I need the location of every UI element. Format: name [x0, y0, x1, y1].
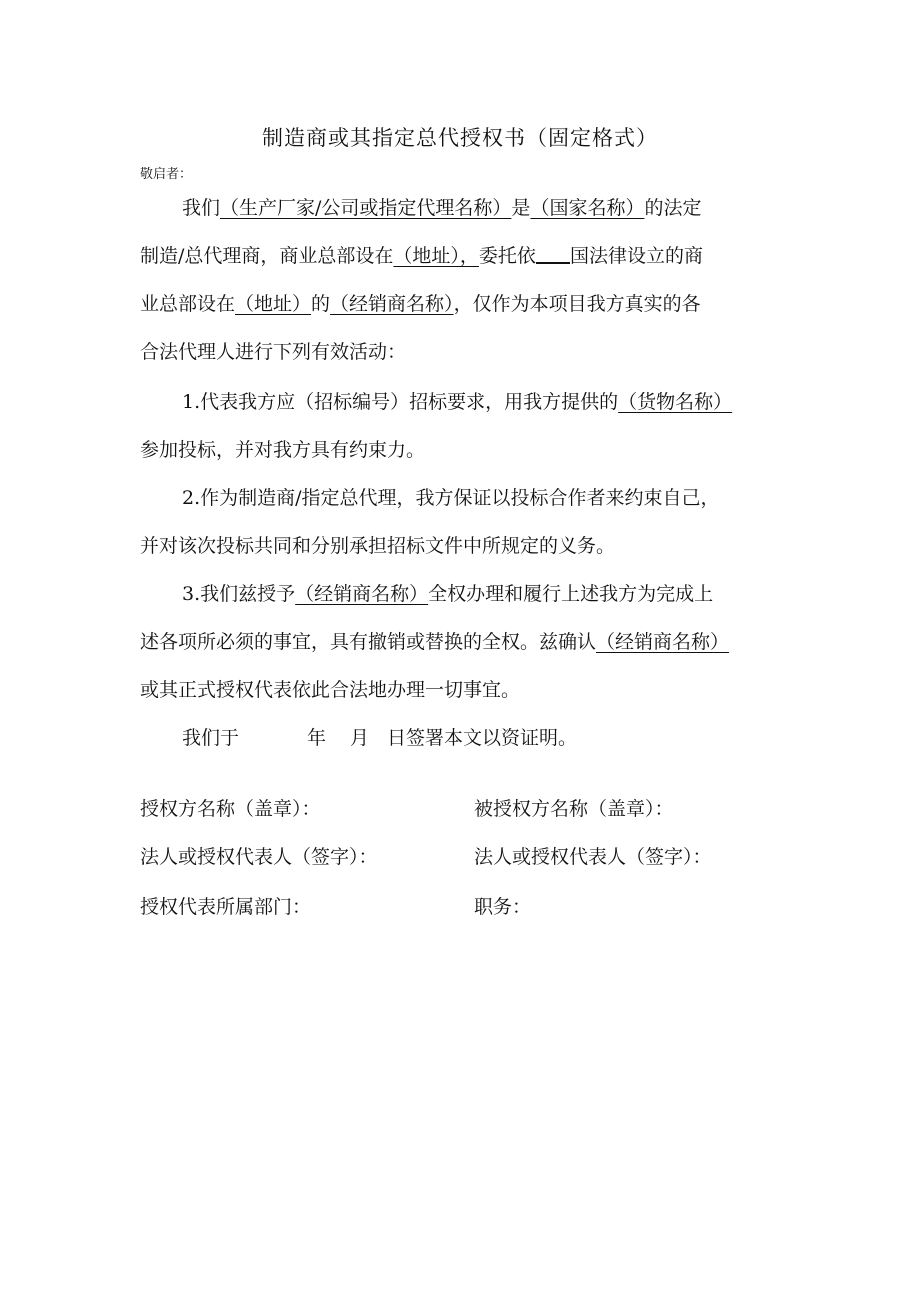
grantee-rep-label: 法人或授权代表人（签字）： — [474, 846, 712, 868]
text: ，仅作为本项目我方真实的各 — [453, 293, 701, 315]
item-2-line-2: 并对该次投标共同和分别承担招标文件中所规定的义务。 — [140, 535, 616, 557]
country-blank — [536, 242, 570, 264]
intro-paragraph — [140, 184, 785, 376]
grantor-name-label: 授权方名称（盖章）： — [140, 798, 321, 820]
text: 1.代表我方应（招标编号）招标要求，用我方提供的 — [182, 391, 619, 413]
text: 是 — [511, 197, 531, 219]
text: 3.我们兹授予 — [182, 583, 296, 605]
country-placeholder: （国家名称） — [530, 197, 645, 219]
dealer-name-placeholder-2: （经销商名称） — [295, 583, 429, 605]
text: 日签署本文以资证明。 — [387, 727, 578, 749]
dealer-name-placeholder-3: （经销商名称） — [596, 631, 730, 653]
intro-line-4: 合法代理人进行下列有效活动： — [140, 341, 407, 363]
manufacturer-name-placeholder: （生产厂家/公司或指定代理名称） — [220, 197, 512, 219]
text: 委托依 — [478, 245, 536, 267]
item-3-line-1 — [140, 570, 785, 618]
text: 的 — [311, 293, 331, 315]
text: 全权办理和履行上述我方为完成上 — [428, 583, 714, 605]
year-label: 年 — [307, 727, 327, 749]
intro-line-1 — [140, 184, 785, 232]
goods-name-placeholder: （货物名称） — [618, 391, 733, 413]
closing-paragraph — [140, 714, 785, 762]
address-placeholder: （地址）， — [393, 245, 479, 267]
text: 述各项所必须的事宜，具有撤销或替换的全权。兹确认 — [140, 631, 597, 653]
item-1-line-2: 参加投标，并对我方具有约束力。 — [140, 439, 426, 461]
grantee-name-label: 被授权方名称（盖章）： — [474, 798, 674, 820]
intro-line-2 — [140, 232, 785, 280]
closing-line — [140, 714, 785, 762]
salutation: 敬启者： — [140, 167, 193, 182]
item-2-paragraph — [140, 474, 785, 570]
item-1-paragraph — [140, 378, 785, 474]
item-3-line-2 — [140, 618, 785, 666]
text: 我们 — [182, 197, 221, 219]
dealer-name-placeholder: （经销商名称） — [330, 293, 454, 315]
text: 业总部设在 — [140, 293, 236, 315]
item-3-line-3: 或其正式授权代表依此合法地办理一切事宜。 — [140, 679, 521, 701]
address-placeholder-2: （地址） — [235, 293, 312, 315]
text: 制造/总代理商，商业总部设在 — [140, 245, 394, 267]
position-label: 职务： — [474, 896, 532, 918]
text: 的法定 — [644, 197, 702, 219]
item-2-line-1: 2.作为制造商/指定总代理，我方保证以投标合作者来约束自己， — [182, 487, 720, 509]
item-3-paragraph — [140, 570, 785, 714]
intro-line-3 — [140, 280, 785, 328]
item-1-line-1 — [140, 378, 785, 426]
department-label: 授权代表所属部门： — [140, 896, 312, 918]
grantor-rep-label: 法人或授权代表人（签字）： — [140, 846, 378, 868]
text: 我们于 — [182, 727, 240, 749]
text: 国法律设立的商 — [569, 245, 703, 267]
month-label: 月 — [350, 727, 370, 749]
document-title: 制造商或其指定总代授权书（固定格式） — [262, 126, 658, 150]
